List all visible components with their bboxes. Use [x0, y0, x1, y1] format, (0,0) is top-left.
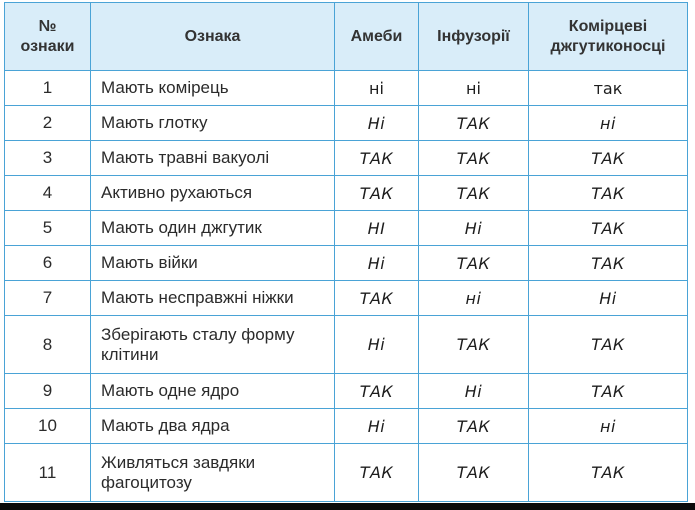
- table-row: [5, 444, 688, 502]
- table-row: [5, 106, 688, 141]
- answer-amoeba: ТАК: [335, 374, 419, 409]
- row-feature: Активно рухаються: [91, 176, 335, 211]
- row-feature: Мають несправжні ніжки: [91, 281, 335, 316]
- answer-collared: ТАК: [529, 246, 688, 281]
- header-number-text: № ознаки: [20, 17, 75, 55]
- answer-amoeba: Ні: [335, 246, 419, 281]
- table-row: [5, 374, 688, 409]
- answer-collared: так: [529, 71, 688, 106]
- row-feature: Мають один джгутик: [91, 211, 335, 246]
- row-number: 9: [5, 374, 91, 409]
- header-collared: [529, 3, 688, 71]
- table-row: [5, 281, 688, 316]
- header-ciliates-text: Інфузорії: [437, 27, 510, 45]
- table-row: [5, 316, 688, 374]
- answer-amoeba: ТАК: [335, 176, 419, 211]
- photo-bottom-edge: [0, 503, 695, 510]
- answer-ciliates: ні: [419, 281, 529, 316]
- answer-amoeba: Ні: [335, 409, 419, 444]
- header-feature-text: Ознака: [184, 27, 241, 45]
- header-amoeba: [335, 3, 419, 71]
- answer-collared: ні: [529, 409, 688, 444]
- answer-collared: ТАК: [529, 176, 688, 211]
- header-feature: [91, 3, 335, 71]
- answer-amoeba: ні: [335, 71, 419, 106]
- table-row: [5, 409, 688, 444]
- answer-collared: ТАК: [529, 141, 688, 176]
- answer-amoeba: ТАК: [335, 444, 419, 502]
- table-row: [5, 141, 688, 176]
- answer-collared: ТАК: [529, 374, 688, 409]
- answer-ciliates: ні: [419, 71, 529, 106]
- header-collared-text: Комірцеві джгутиконосці: [550, 17, 666, 55]
- row-number: 3: [5, 141, 91, 176]
- answer-amoeba: Ні: [335, 316, 419, 374]
- row-feature: Живляться завдяки фагоцитозу: [91, 444, 335, 502]
- answer-ciliates: Ні: [419, 374, 529, 409]
- row-number: 2: [5, 106, 91, 141]
- answer-ciliates: ТАК: [419, 176, 529, 211]
- row-feature: Мають комірець: [91, 71, 335, 106]
- row-number: 10: [5, 409, 91, 444]
- row-number: 11: [5, 444, 91, 502]
- answer-collared: ТАК: [529, 316, 688, 374]
- row-feature: Зберігають сталу форму клітини: [91, 316, 335, 374]
- answer-ciliates: ТАК: [419, 141, 529, 176]
- comparison-table: [4, 2, 688, 502]
- row-number: 4: [5, 176, 91, 211]
- table-row: [5, 71, 688, 106]
- answer-ciliates: ТАК: [419, 246, 529, 281]
- answer-ciliates: ТАК: [419, 444, 529, 502]
- table-row: [5, 246, 688, 281]
- row-number: 7: [5, 281, 91, 316]
- row-number: 1: [5, 71, 91, 106]
- answer-amoeba: ТАК: [335, 141, 419, 176]
- row-feature: Мають глотку: [91, 106, 335, 141]
- answer-amoeba: ТАК: [335, 281, 419, 316]
- answer-collared: ні: [529, 106, 688, 141]
- row-feature: Мають одне ядро: [91, 374, 335, 409]
- row-number: 8: [5, 316, 91, 374]
- answer-ciliates: Ні: [419, 211, 529, 246]
- row-feature: Мають війки: [91, 246, 335, 281]
- table-row: [5, 211, 688, 246]
- row-number: 5: [5, 211, 91, 246]
- answer-ciliates: ТАК: [419, 106, 529, 141]
- header-amoeba-text: Амеби: [350, 27, 403, 45]
- header-row: [5, 3, 688, 71]
- answer-amoeba: Ні: [335, 106, 419, 141]
- answer-amoeba: НІ: [335, 211, 419, 246]
- answer-collared: ТАК: [529, 211, 688, 246]
- answer-ciliates: ТАК: [419, 316, 529, 374]
- row-number: 6: [5, 246, 91, 281]
- answer-ciliates: ТАК: [419, 409, 529, 444]
- row-feature: Мають два ядра: [91, 409, 335, 444]
- answer-collared: ТАК: [529, 444, 688, 502]
- answer-collared: Ні: [529, 281, 688, 316]
- header-number: [5, 3, 91, 71]
- row-feature: Мають травні вакуолі: [91, 141, 335, 176]
- header-ciliates: [419, 3, 529, 71]
- table-row: [5, 176, 688, 211]
